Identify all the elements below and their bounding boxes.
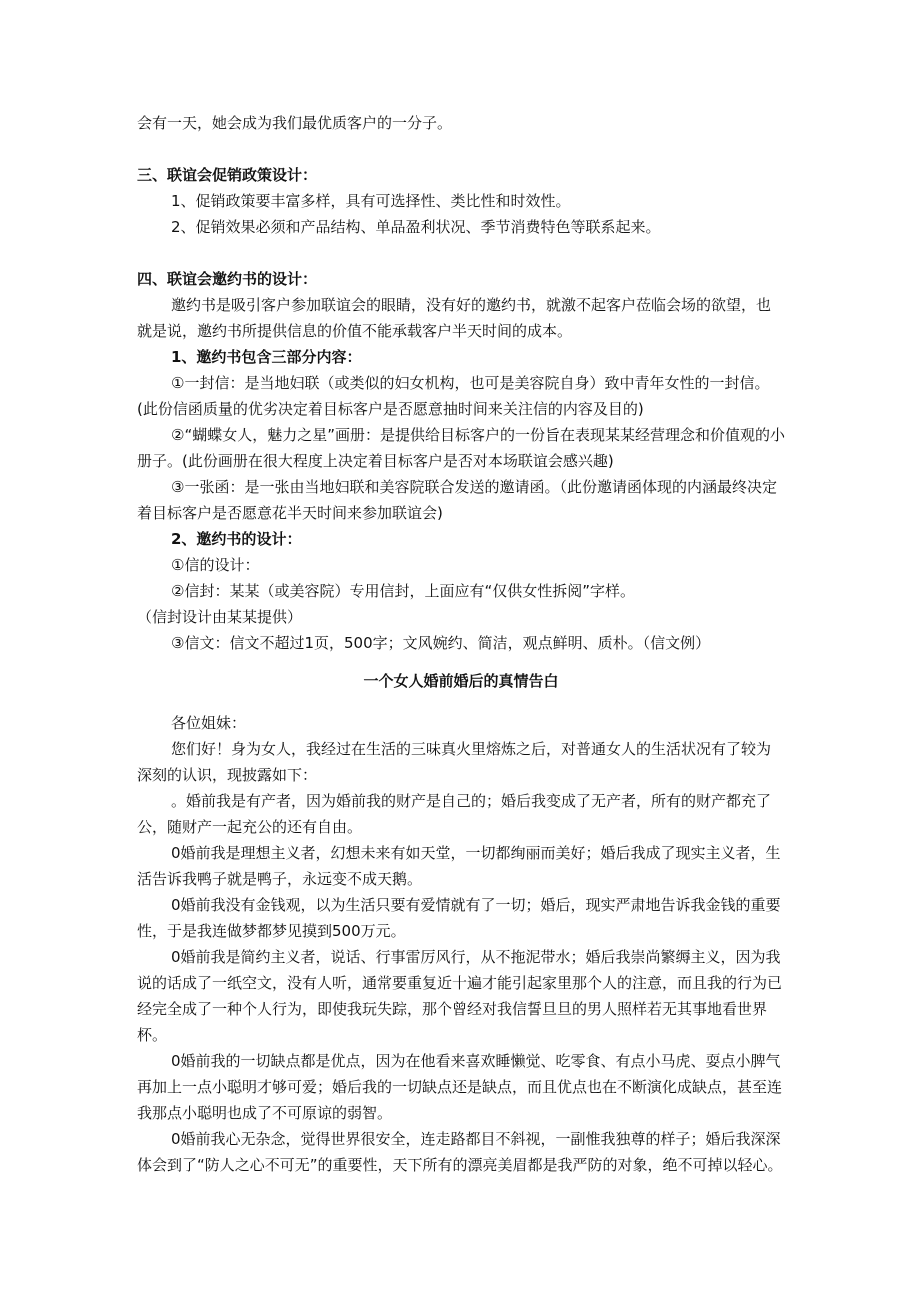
document-page: [137, 110, 785, 1178]
paragraph: 邀约书是吸引客户参加联谊会的眼睛，没有好的邀约书，就激不起客户莅临会场的欲望，也就是说，邀约书所提供信息的价值不能承载客户半天时间的成本。: [137, 296, 772, 340]
list-item: 2、促销效果必须和产品结构、单品盈利状况、季节消费特色等联系起来。: [171, 218, 661, 236]
subsection-heading: 2、邀约书的设计：: [171, 530, 302, 548]
letter-paragraph: 0婚前我是理想主义者，幻想未来有如天堂，一切都绚丽而美好；婚后我成了现实主义者，生活告诉我鸭子就是鸭子，永远变不成天鹅。: [137, 844, 781, 888]
list-item: ①一封信：是当地妇联（或类似的妇女机构，也可是美容院自身）致中青年女性的一封信。(此份信函质量的优劣决定着目标客户是否愿意抽时间来关注信的内容及目的): [137, 374, 770, 418]
list-item: ②“蝴蝶女人，魅力之星”画册：是提供给目标客户的一份旨在表现某某经营理念和价值观的小册子。(此份画册在很大程度上决定着目标客户是否对本场联谊会感兴趣): [137, 426, 785, 470]
letter-paragraph: 0婚前我没有金钱观，以为生活只要有爱情就有了一切；婚后，现实严肃地告诉我金钱的重要性，于是我连做梦都梦见摸到500万元。: [137, 896, 781, 940]
list-item: ①信的设计：: [171, 556, 260, 574]
spacer: [137, 240, 785, 266]
letter-paragraph: 0婚前我是简约主义者，说话、行事雷厉风行，从不拖泥带水；婚后我崇尚繁缛主义，因为我说的话成了一纸空文，没有人听，通常要重复近十遍才能引起家里那个人的注意，而且我的行为已经完全成了一种个人行为，即使我玩失踪，那个曾经对我信誓旦旦的男人照样若无其事地看世界杯。: [137, 948, 783, 1044]
subsection-heading: 1、邀约书包含三部分内容：: [171, 348, 362, 366]
section-heading-promotion-policy: 三、联谊会促销政策设计：: [137, 166, 318, 184]
paragraph-continuation: 会有一天，她会成为我们最优质客户的一分子。: [137, 114, 453, 132]
section-heading-invitation-design: 四、联谊会邀约书的设计：: [137, 270, 318, 288]
list-item: ③信文：信文不超过1页，500字；文风婉约、简洁，观点鲜明、质朴。（信文例）: [171, 634, 711, 652]
letter-paragraph: 您们好！身为女人，我经过在生活的三味真火里熔炼之后，对普通女人的生活状况有了较为深刻的认识，现披露如下：: [137, 740, 772, 784]
spacer: [137, 136, 785, 162]
letter-title: 一个女人婚前婚后的真情告白: [363, 672, 559, 690]
list-item: 1、促销政策要丰富多样，具有可选择性、类比性和时效性。: [171, 192, 571, 210]
letter-paragraph: 。婚前我是有产者，因为婚前我的财产是自己的；婚后我变成了无产者，所有的财产都充了公，随财产一起充公的还有自由。: [137, 792, 772, 836]
letter-salutation: 各位姐妹：: [171, 714, 247, 732]
list-item: ②信封：某某（或美容院）专用信封，上面应有“仅供女性拆阅”字样。: [171, 582, 635, 600]
list-item: ③一张函：是一张由当地妇联和美容院联合发送的邀请函。（此份邀请函体现的内涵最终决定着目标客户是否愿意花半天时间来参加联谊会): [137, 478, 777, 522]
note: （信封设计由某某提供）: [137, 608, 303, 626]
letter-paragraph: 0婚前我的一切缺点都是优点，因为在他看来喜欢睡懒觉、吃零食、有点小马虎、耍点小脾气再加上一点小聪明才够可爱；婚后我的一切缺点还是缺点，而且优点也在不断演化成缺点，甚至连我那点小聪明也成了不可原谅的弱智。: [137, 1052, 783, 1122]
letter-paragraph: 0婚前我心无杂念，觉得世界很安全，连走路都目不斜视，一副惟我独尊的样子；婚后我深深体会到了“防人之心不可无”的重要性，天下所有的漂亮美眉都是我严防的对象，绝不可掉以轻心。: [137, 1130, 783, 1174]
